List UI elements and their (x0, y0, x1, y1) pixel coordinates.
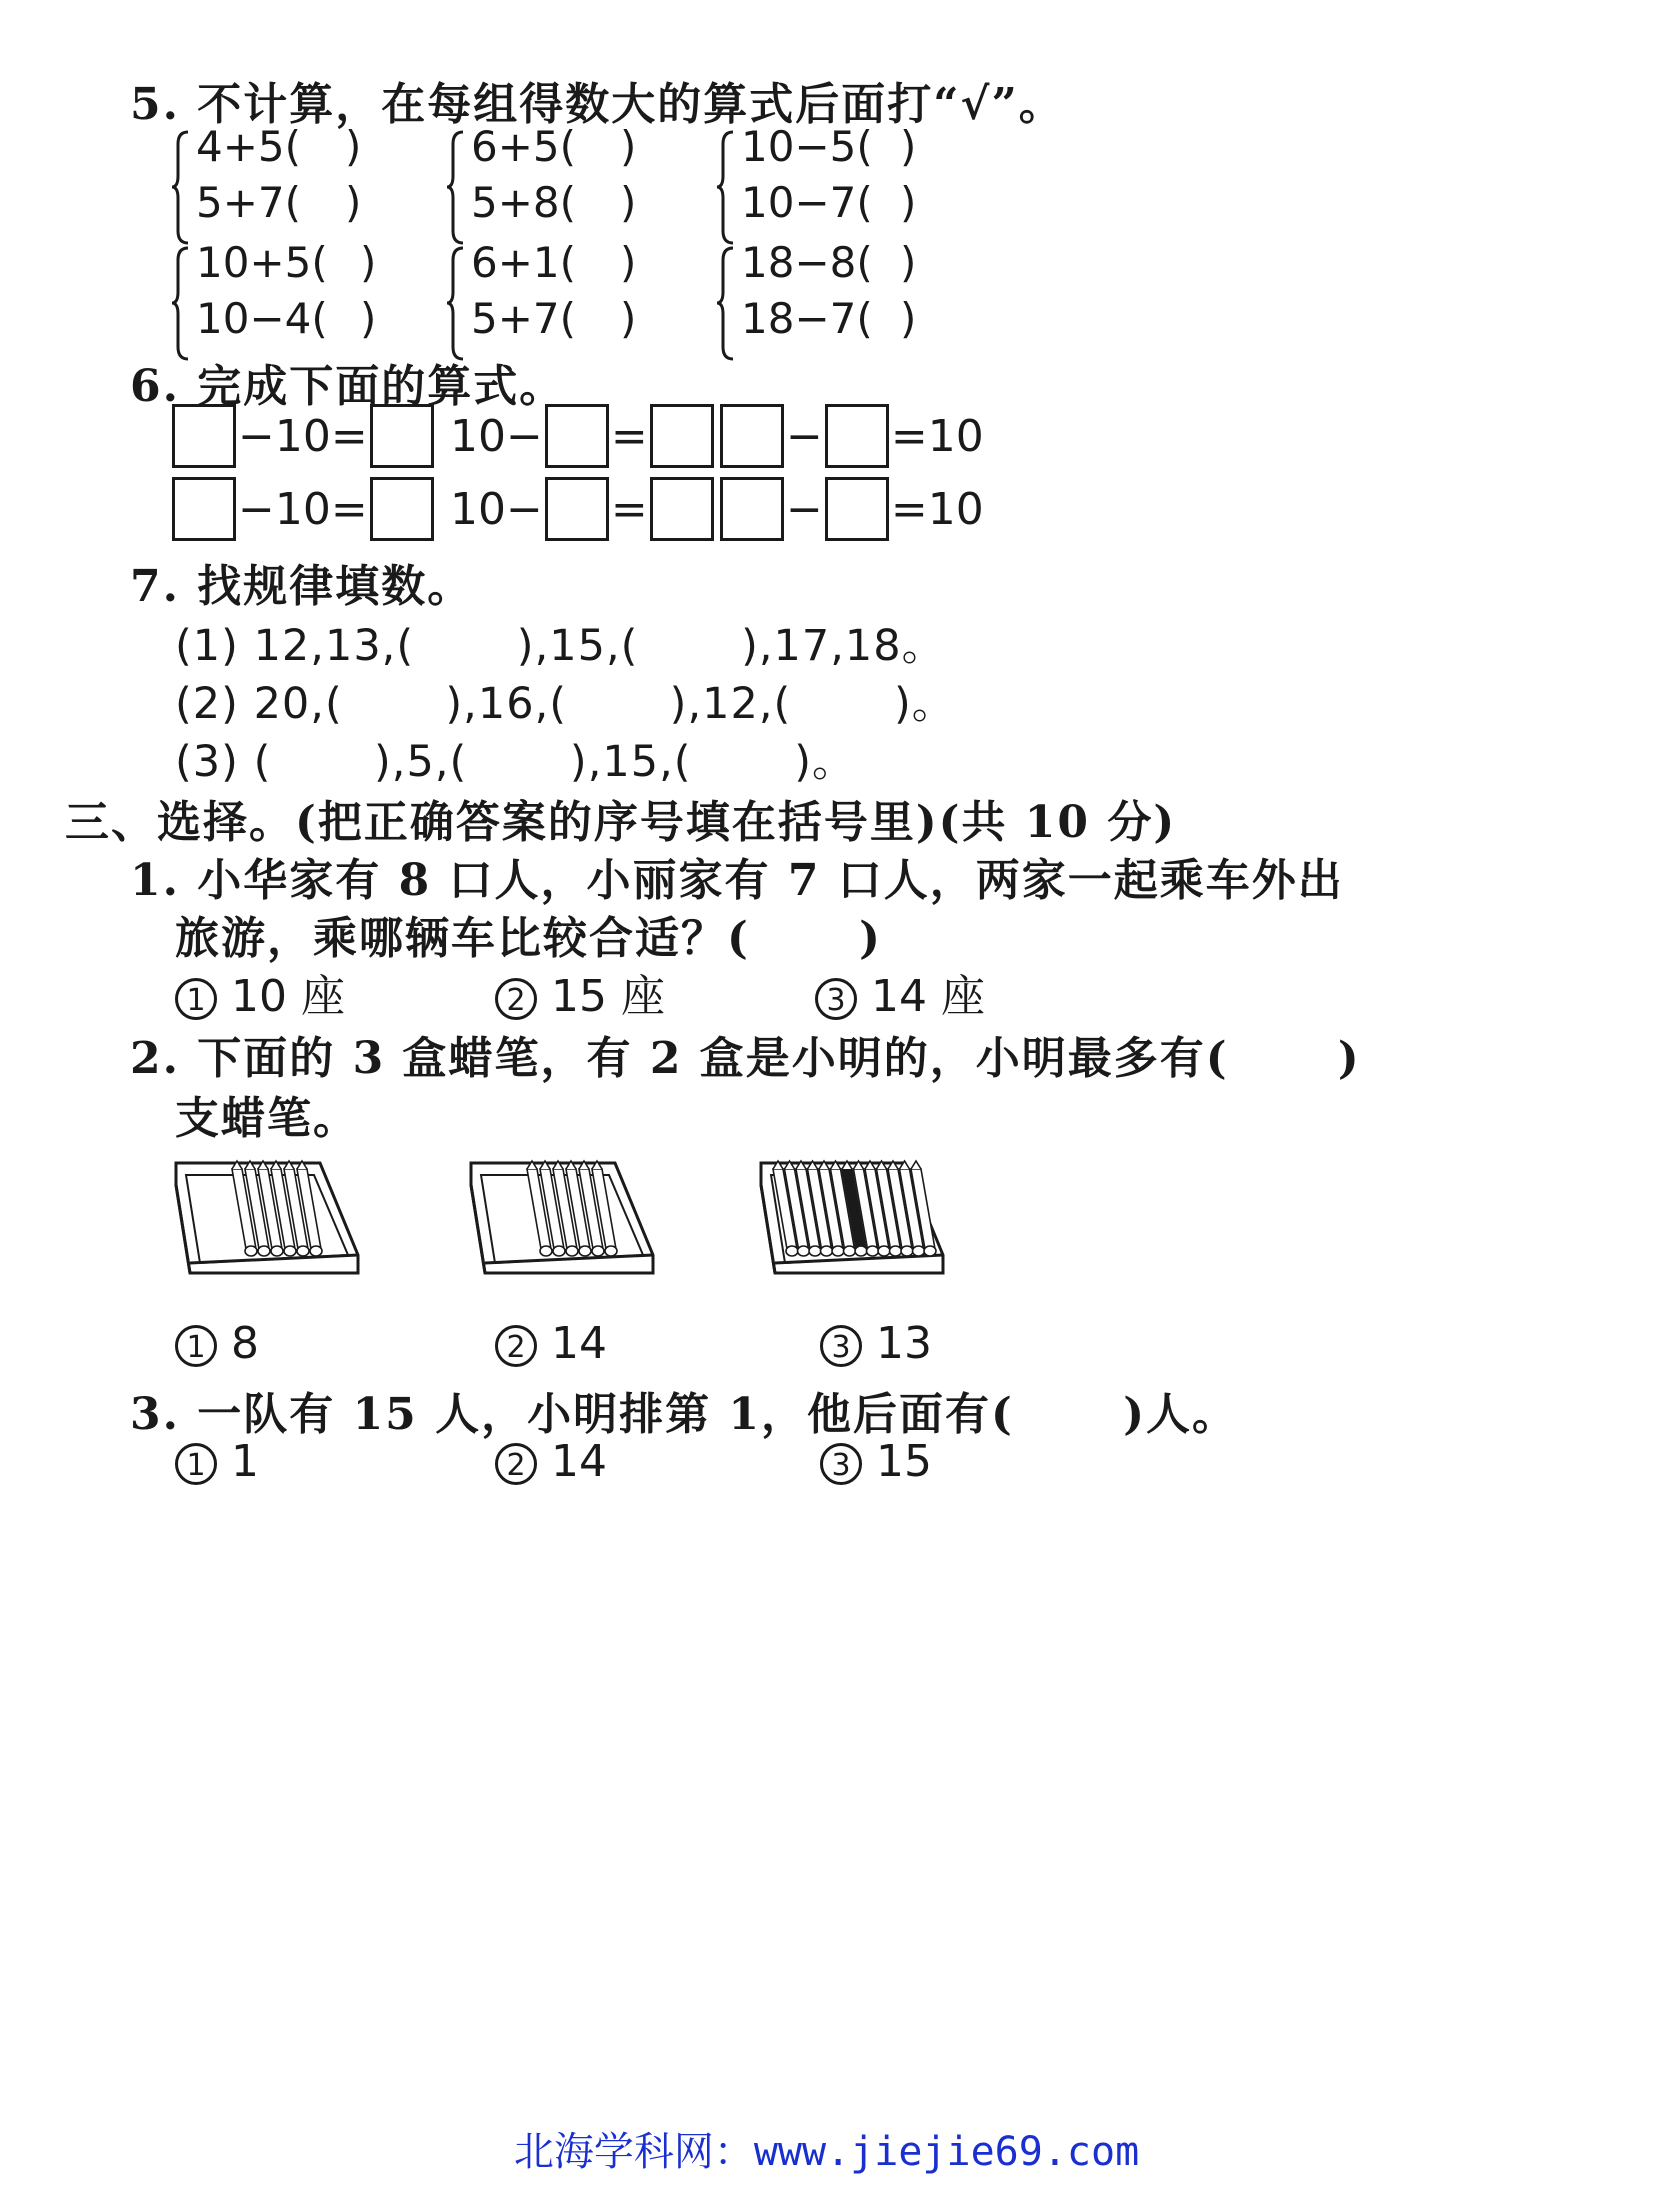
operator-text: =10 (890, 483, 984, 535)
answer-blank-bottom[interactable]: ) (900, 294, 917, 343)
brace-icon (445, 246, 467, 361)
compare-group-6 (715, 238, 1045, 368)
operator-text: = (610, 483, 648, 535)
footer-watermark (0, 2120, 1653, 2177)
s3-q1-option-3 (815, 960, 985, 1024)
operator-text: − (786, 483, 823, 535)
option-text: 14 (551, 1436, 607, 1487)
expression-top: 6+5( (471, 122, 577, 171)
crayon-box-2 (465, 1155, 665, 1280)
brace-icon (170, 246, 192, 361)
crayon-box-3 (755, 1155, 955, 1280)
expression-bottom: 5+7( (196, 178, 302, 227)
answer-box[interactable] (720, 477, 784, 541)
operator-text: 10− (450, 483, 543, 535)
expression-bottom: 10−4( (196, 294, 328, 343)
operator-text: −10= (238, 483, 368, 535)
option-text: 15 (876, 1436, 932, 1487)
answer-box[interactable] (370, 404, 434, 468)
operator-text: 10− (450, 410, 543, 462)
equation-box-minus-box-1 (720, 400, 986, 472)
answer-blank-bottom[interactable]: ) (345, 178, 362, 227)
circled-number-3: 3 (815, 978, 857, 1020)
circled-number-1: 1 (175, 1443, 217, 1485)
answer-box[interactable] (825, 477, 889, 541)
option-text: 1 (231, 1436, 259, 1487)
q7-title: 7. 找规律填数。 (130, 561, 474, 612)
option-text: 13 (876, 1318, 932, 1369)
operator-text: −10= (238, 410, 368, 462)
expression-top: 4+5( (196, 122, 302, 171)
circled-number-2: 2 (495, 1443, 537, 1485)
equation-ten-minus-box-1 (448, 400, 714, 472)
s3-q3-option-1 (175, 1436, 259, 1487)
brace-icon (445, 130, 467, 245)
answer-blank-bottom[interactable]: ) (900, 178, 917, 227)
equation-box-minus-box-2 (720, 473, 986, 545)
s3-q3-option-3 (820, 1436, 932, 1487)
s3-q2-option-3 (820, 1318, 932, 1369)
answer-blank-top[interactable]: ) (345, 122, 362, 171)
footer-url-link[interactable]: www.jiejie69.com (753, 2129, 1140, 2175)
circled-number-3: 3 (820, 1325, 862, 1367)
q7-line-1: (1) 12,13,( ),15,( ),17,18。 (175, 621, 946, 671)
circled-number-3: 3 (820, 1443, 862, 1485)
s3-q2-option-2 (495, 1318, 607, 1369)
compare-group-3 (715, 122, 1045, 252)
answer-box[interactable] (720, 404, 784, 468)
answer-box[interactable] (825, 404, 889, 468)
answer-box[interactable] (370, 477, 434, 541)
option-text: 14 座 (871, 971, 985, 1022)
expression-top: 18−8( (741, 238, 873, 287)
expression-top: 10+5( (196, 238, 328, 287)
q7-line-3: (3) ( ),5,( ),15,( )。 (175, 737, 856, 787)
answer-blank-bottom[interactable]: ) (620, 294, 637, 343)
answer-box[interactable] (172, 404, 236, 468)
equation-box-minus-ten-1 (172, 400, 434, 472)
option-text: 14 (551, 1318, 607, 1369)
equation-box-minus-ten-2 (172, 473, 434, 545)
answer-blank-top[interactable]: ) (620, 122, 637, 171)
option-text: 15 座 (551, 971, 665, 1022)
brace-icon (715, 130, 737, 245)
expression-bottom: 10−7( (741, 178, 873, 227)
q5-title: 5. 不计算，在每组得数大的算式后面打“√”。 (130, 79, 1065, 130)
answer-blank-top[interactable]: ) (900, 238, 917, 287)
answer-box[interactable] (650, 404, 714, 468)
expression-bottom: 18−7( (741, 294, 873, 343)
answer-blank-top[interactable]: ) (900, 122, 917, 171)
answer-blank-bottom[interactable]: ) (620, 178, 637, 227)
expression-bottom: 5+7( (471, 294, 577, 343)
circled-number-1: 1 (175, 1325, 217, 1367)
operator-text: =10 (890, 410, 984, 462)
s3-q1-option-2 (495, 960, 665, 1024)
s3-q1-line-2: 旅游，乘哪辆车比较合适？( ) (175, 913, 882, 964)
s3-q2-line-2: 支蜡笔。 (175, 1093, 359, 1144)
s3-q3-line-1: 3. 一队有 15 人，小明排第 1，他后面有( )人。 (130, 1389, 1239, 1440)
s3-q1-option-1 (175, 960, 345, 1024)
answer-blank-top[interactable]: ) (360, 238, 377, 287)
s3-q3-option-2 (495, 1436, 607, 1487)
q6-title: 6. 完成下面的算式。 (130, 361, 566, 412)
section-3-heading: 三、选择。(把正确答案的序号填在括号里)(共 10 分) (65, 797, 1177, 848)
circled-number-2: 2 (495, 978, 537, 1020)
expression-top: 10−5( (741, 122, 873, 171)
crayon-box-1 (170, 1155, 370, 1280)
answer-box[interactable] (545, 404, 609, 468)
circled-number-2: 2 (495, 1325, 537, 1367)
footer-site-name: 北海学科网： (513, 2129, 754, 2175)
answer-box[interactable] (545, 477, 609, 541)
q7-line-2: (2) 20,( ),16,( ),12,( )。 (175, 679, 956, 729)
answer-box[interactable] (650, 477, 714, 541)
option-text: 8 (231, 1318, 259, 1369)
answer-blank-bottom[interactable]: ) (360, 294, 377, 343)
brace-icon (170, 130, 192, 245)
circled-number-1: 1 (175, 978, 217, 1020)
expression-bottom: 5+8( (471, 178, 577, 227)
s3-q2-line-1: 2. 下面的 3 盒蜡笔，有 2 盒是小明的，小明最多有( ) (130, 1033, 1361, 1084)
operator-text: = (610, 410, 648, 462)
brace-icon (715, 246, 737, 361)
s3-q1-line-1: 1. 小华家有 8 口人，小丽家有 7 口人，两家一起乘车外出 (130, 855, 1344, 906)
equation-ten-minus-box-2 (448, 473, 714, 545)
expression-top: 6+1( (471, 238, 577, 287)
option-text: 10 座 (231, 971, 345, 1022)
operator-text: − (786, 410, 823, 462)
answer-blank-top[interactable]: ) (620, 238, 637, 287)
answer-box[interactable] (172, 477, 236, 541)
s3-q2-option-1 (175, 1318, 259, 1369)
